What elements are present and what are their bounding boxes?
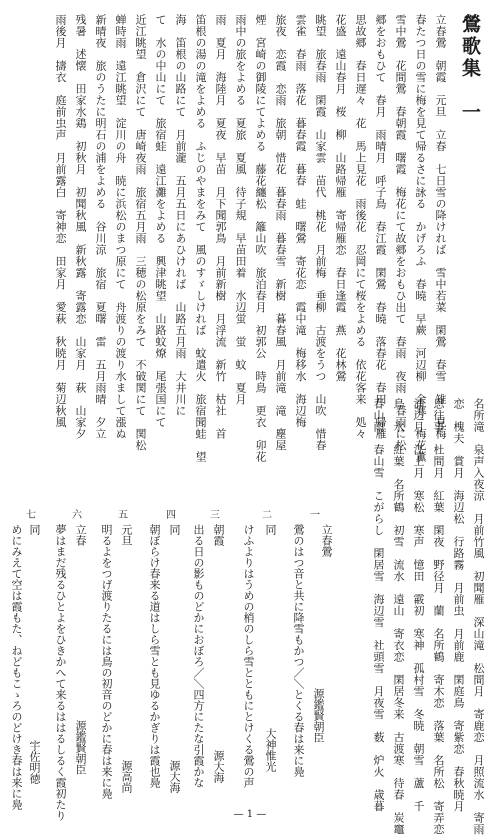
poem-number: 二 xyxy=(262,510,272,521)
index-column: 雨中の旅をよめる 夏旅 夏風 待子規 早苗田着 水辺蛍 蛍 蚊 夏月 xyxy=(234,14,247,405)
poem-author: 源高尚 xyxy=(120,760,133,793)
index-column: 雲雀 春雨 落花 暮春霞 暮春 蛙 曙鶯 寄花恋 霞中滝 梅移水 海辺梅 xyxy=(294,14,307,428)
index-column: 春山雨 春山雪 こがらし 閑居雪 海辺雪 社頭雪 月夜雪 薮 炉火 歳暮 xyxy=(372,398,385,812)
poem-number: 七 xyxy=(26,510,36,521)
poem-text: 朝ぼらけ春来る道はしら雪とも見ゆるかぎりは霞也鳧 xyxy=(148,524,161,788)
poem-number: 六 xyxy=(72,510,82,521)
poem-number: 三 xyxy=(210,510,220,521)
page-number: — 1 — xyxy=(233,809,267,820)
poem-author: 源大海 xyxy=(168,760,181,793)
poem-number: 四 xyxy=(166,510,176,521)
index-column: 立春鶯 朝霞 元旦 立春 七日雪の降ければ 雪中若菜 閑鶯 春雪 雉 見梅 xyxy=(434,14,447,440)
poem-title: 立春 xyxy=(74,524,87,546)
poem-text: 夢はまだ残るひとよをひきかへて来るははるしるく霞初たり xyxy=(54,524,67,821)
poem-author: 宇佐明徳 xyxy=(28,740,41,784)
poem-text: 鶯のはつ音と共に降雪もかつ／＼とくる春は来に鳧 xyxy=(292,524,305,777)
index-column: 春たつ日の雪に梅を見て帰るさに詠る かげろふ 春曉 早蕨 河辺柳 余寒 梅花薫 xyxy=(414,14,427,463)
index-column: 新晴夜 旅のうたに明石の浦をよめる 谷川涼 旅宿 夏曙 雷 五月雨晴 夕立 xyxy=(94,14,107,440)
poem-text: 明るよをつげ渡りたるには鳥の初音のどかに春は来に鳧 xyxy=(100,524,113,799)
index-column: 笛根の湯の滝をよめる ふじのやまをみて 風のすゞしければ 蚊遣火 旅宿聞蛙 望 xyxy=(194,14,207,463)
poem-author: 源鑑賢朝臣 xyxy=(74,720,87,775)
poem-number: 一 xyxy=(310,510,320,521)
poem-author: 源大海 xyxy=(212,750,225,783)
index-column: 海 笛根の山路にて 月前瀧 五月五日にあひければ 山路五月雨 大井川に xyxy=(174,14,187,417)
index-column: 旅夜 恋霞 恋雨 旅朝 惜花 暮春雨 暮春雪 新樹 暮春風 月前滝 滝 塵屋 xyxy=(274,14,287,451)
poem-title: 朝霞 xyxy=(212,524,225,546)
index-column: 思往事 杜間月 紅葉 閑夜 野径月 蘭 名所鶴 寄木恋 落葉 名所松 寄弄恋 xyxy=(432,398,445,835)
index-column: 恋 槐夫 賞月 海辺松 行路霧 月前虫 月前鹿 閑庭鳥 寄紫恋 春秋暁月 xyxy=(452,398,465,812)
poem-text: めにみえて空は霞もた、ねどもこゝろのどけき春は来に鳧 xyxy=(10,524,23,810)
poem-title: 同 xyxy=(168,524,181,535)
index-column: 郷をおもひて 春月 雨晴月 呼子鳥 春江霞 閑鶯 春曉 落春花 春田 帰雁 xyxy=(374,14,387,440)
index-column: 雨後月 擣衣 庭前虫声 月前露白 寄神恋 田家月 愛萩 秋暁月 菊辺秋風 xyxy=(54,14,67,428)
index-column: 雪中鶯 花間鶯 春朝霞 曙霞 梅花にて故郷をおもひ出て 春雨 夜雨 春雨に松 xyxy=(394,14,407,451)
index-column: 残暑 述懐 田家水鶏 初秋月 初聞秋風 新秋露 寄露恋 山家月 萩 山家夕 xyxy=(74,14,87,440)
page-title: 鶯歌集 一 xyxy=(459,14,481,124)
poem-text: けふよりはうめの梢のしら雪とともにとけくる鶯の声 xyxy=(242,524,255,788)
index-column: 浦辺月 江上月 寒松 寒声 憶田 霰初 寒神 孤村雪 冬暁 朝雪 蘆 千 xyxy=(412,398,425,812)
poem-title: 元旦 xyxy=(120,524,133,546)
index-column: 思故郷 春日遅々 花 馬上見花 雨後花 忍岡にて桜をよめる 依花客来 処々 xyxy=(354,14,367,440)
index-column: 鳥 氷 紅葉 名所鶴 初雪 流水 遠山 寄衣恋 閑居冬来 古渡寒 待春 炭竈 xyxy=(392,398,405,835)
poem-number: 五 xyxy=(118,510,128,521)
poem-title: 同 xyxy=(264,524,277,535)
index-column: て 水の中山にて 旅宿蛙 遠江灘をよめる 興津眺望 山路蚊燎 尾張国にて xyxy=(154,14,167,428)
poem-title: 同 xyxy=(28,524,41,535)
index-column: 煙 宮崎の御陵にてよめる 藤花纏松 籬山吹 旅泊春月 初郭公 時鳥 更衣 卯花 xyxy=(254,14,267,463)
index-column: 花盛 遠山春月 桜 柳 山路帰雁 寄帰雁恋 春日逢霞 燕 花林鶯 xyxy=(334,14,347,382)
poem-author: 大神惟光 xyxy=(264,728,277,772)
poem-text: 出る日の影ものどかにおぼろ／＼四方にたな引霞かな xyxy=(192,524,205,788)
poem-title: 立春鶯 xyxy=(320,524,333,557)
index-column: 近江眺望 倉沢にて 唐崎夜雨 旅宿五月雨 三穂の松原をみて 不破関にて 関松 xyxy=(134,14,147,451)
index-column: 雨 夏月 海陸月 夏夜 早苗 月下聞郭鳥 月前新樹 月浮流 新竹 枯社 首 xyxy=(214,14,227,440)
index-column: 眺望 旅春雨 閑霞 山家雲 苗代 桃花 月前梅 垂柳 古渡をうつ 山吹 惜春 xyxy=(314,14,327,451)
poem-author: 源鑑賢朝臣 xyxy=(312,688,325,743)
index-column: 蝉時雨 遠江眺望 淀川の舟 暁に浜松のまつ原にて 舟渡りの渡り水まして漲ぬ xyxy=(114,14,127,440)
index-column: 名所滝 泉声入夜涼 月前竹風 初聞雁 深山滝 松間月 寄鹿恋 月照流水 寄雨 xyxy=(472,398,485,835)
